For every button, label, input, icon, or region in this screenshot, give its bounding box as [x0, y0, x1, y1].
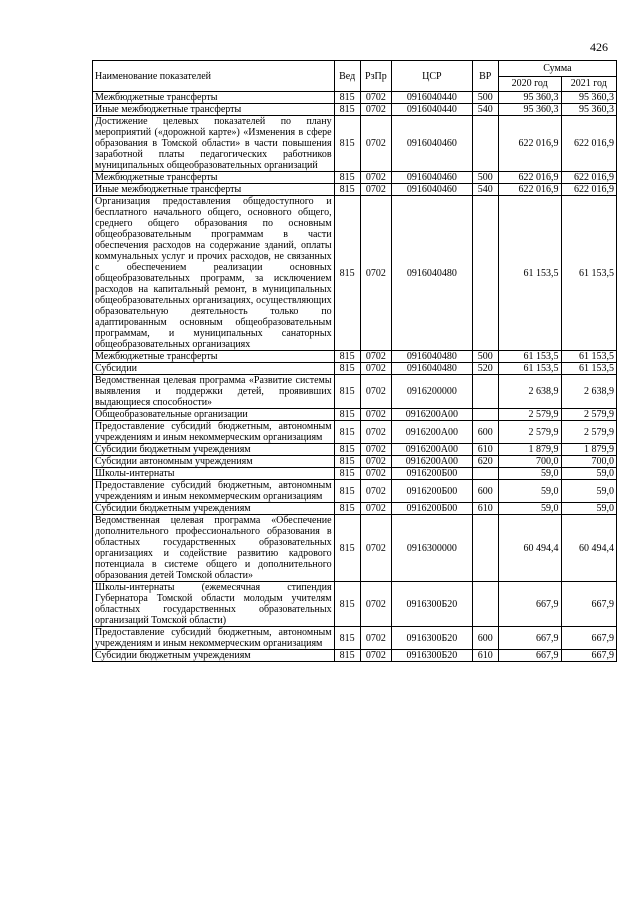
- cell-csr: 0916200А00: [392, 456, 473, 468]
- cell-sum-2020: 61 153,5: [498, 363, 561, 375]
- cell-name: Ведомственная целевая программа «Обеспечение дополнительного профессионального образования в областных государственных образовательных организациях и содействие развитию кадрового потенциала в системе общего и дополнительного образования детей Томской области»: [93, 515, 335, 582]
- cell-name: Предоставление субсидий бюджетным, автономным учреждениям и иным некоммерческим организациям: [93, 480, 335, 503]
- table-row: [93, 196, 617, 351]
- table-row: [93, 650, 617, 662]
- cell-name: Ведомственная целевая программа «Развитие системы выявления и поддержки детей, проявивших выдающиеся способности»: [93, 375, 335, 409]
- cell-csr: 0916300Б20: [392, 582, 473, 627]
- cell-sum-2021: 95 360,3: [561, 92, 616, 104]
- cell-ved: 815: [334, 196, 360, 351]
- cell-ved: 815: [334, 650, 360, 662]
- cell-rzpr: 0702: [360, 468, 391, 480]
- cell-vr: 600: [472, 421, 498, 444]
- cell-vr: 600: [472, 480, 498, 503]
- cell-sum-2020: 95 360,3: [498, 104, 561, 116]
- cell-name: Предоставление субсидий бюджетным, автономным учреждениям и иным некоммерческим организациям: [93, 421, 335, 444]
- cell-ved: 815: [334, 92, 360, 104]
- cell-ved: 815: [334, 444, 360, 456]
- cell-sum-2021: 2 579,9: [561, 409, 616, 421]
- cell-name: Субсидии бюджетным учреждениям: [93, 503, 335, 515]
- cell-csr: 0916040460: [392, 184, 473, 196]
- cell-name: Общеобразовательные организации: [93, 409, 335, 421]
- cell-sum-2020: 59,0: [498, 480, 561, 503]
- header-sum: Сумма: [498, 61, 616, 77]
- cell-rzpr: 0702: [360, 515, 391, 582]
- cell-ved: 815: [334, 351, 360, 363]
- cell-rzpr: 0702: [360, 116, 391, 172]
- cell-rzpr: 0702: [360, 421, 391, 444]
- cell-sum-2020: 700,0: [498, 456, 561, 468]
- cell-ved: 815: [334, 116, 360, 172]
- table-row: [93, 92, 617, 104]
- cell-csr: 0916200Б00: [392, 468, 473, 480]
- cell-rzpr: 0702: [360, 582, 391, 627]
- cell-ved: 815: [334, 421, 360, 444]
- table-row: [93, 375, 617, 409]
- header-rzpr: РзПр: [360, 61, 391, 92]
- cell-rzpr: 0702: [360, 480, 391, 503]
- cell-rzpr: 0702: [360, 444, 391, 456]
- cell-rzpr: 0702: [360, 184, 391, 196]
- cell-name: Иные межбюджетные трансферты: [93, 184, 335, 196]
- cell-sum-2021: 95 360,3: [561, 104, 616, 116]
- cell-csr: 0916040460: [392, 172, 473, 184]
- cell-vr: 500: [472, 172, 498, 184]
- cell-sum-2020: 622 016,9: [498, 116, 561, 172]
- cell-sum-2021: 2 579,9: [561, 421, 616, 444]
- cell-sum-2021: 61 153,5: [561, 196, 616, 351]
- cell-csr: 0916200А00: [392, 409, 473, 421]
- header-vr: ВР: [472, 61, 498, 92]
- cell-rzpr: 0702: [360, 351, 391, 363]
- cell-vr: [472, 196, 498, 351]
- cell-csr: 0916200Б00: [392, 480, 473, 503]
- cell-sum-2021: 700,0: [561, 456, 616, 468]
- cell-vr: 610: [472, 444, 498, 456]
- cell-rzpr: 0702: [360, 456, 391, 468]
- cell-sum-2021: 59,0: [561, 468, 616, 480]
- cell-sum-2020: 2 579,9: [498, 421, 561, 444]
- cell-vr: 610: [472, 650, 498, 662]
- cell-vr: [472, 582, 498, 627]
- cell-name: Школы-интернаты: [93, 468, 335, 480]
- cell-ved: 815: [334, 627, 360, 650]
- table-row: [93, 172, 617, 184]
- cell-name: Организация предоставления общедоступного и бесплатного начального общего, основного общего, среднего общего образования по основным общеобразовательным программам в части обеспечения расходов на содержание зданий, оплаты коммунальных услуг и прочих расходов, не связанных с обеспечением реализации основных общеобразовательных программ, за исключением расходов на капитальный ремонт, в муниципальных общеобразовательных организациях, осуществляющих образовательную деятельность только по адаптированным основным общеобразовательным программам, и муниципальных санаторных общеобразовательных организациях: [93, 196, 335, 351]
- cell-sum-2021: 667,9: [561, 650, 616, 662]
- cell-sum-2020: 60 494,4: [498, 515, 561, 582]
- cell-name: Достижение целевых показателей по плану мероприятий («дорожной карте») «Изменения в сфере образования в Томской области» в части повышения заработной платы педагогических работников муниципальных общеобразовательных организаций: [93, 116, 335, 172]
- cell-csr: 0916200Б00: [392, 503, 473, 515]
- cell-ved: 815: [334, 480, 360, 503]
- table-row: [93, 456, 617, 468]
- cell-csr: 0916040480: [392, 196, 473, 351]
- cell-sum-2021: 61 153,5: [561, 351, 616, 363]
- cell-sum-2020: 95 360,3: [498, 92, 561, 104]
- cell-vr: 500: [472, 351, 498, 363]
- cell-rzpr: 0702: [360, 409, 391, 421]
- cell-csr: 0916040480: [392, 363, 473, 375]
- cell-name: Межбюджетные трансферты: [93, 351, 335, 363]
- cell-csr: 0916040440: [392, 104, 473, 116]
- cell-ved: 815: [334, 375, 360, 409]
- cell-sum-2020: 59,0: [498, 468, 561, 480]
- cell-vr: 540: [472, 104, 498, 116]
- cell-sum-2021: 622 016,9: [561, 184, 616, 196]
- cell-csr: 0916300Б20: [392, 627, 473, 650]
- cell-sum-2021: 59,0: [561, 503, 616, 515]
- cell-vr: [472, 409, 498, 421]
- cell-sum-2020: 667,9: [498, 650, 561, 662]
- cell-sum-2021: 1 879,9: [561, 444, 616, 456]
- cell-vr: 500: [472, 92, 498, 104]
- table-row: [93, 515, 617, 582]
- cell-vr: 600: [472, 627, 498, 650]
- cell-sum-2021: 60 494,4: [561, 515, 616, 582]
- cell-sum-2021: 2 638,9: [561, 375, 616, 409]
- cell-vr: 620: [472, 456, 498, 468]
- cell-sum-2020: 61 153,5: [498, 351, 561, 363]
- cell-rzpr: 0702: [360, 196, 391, 351]
- cell-csr: 0916200000: [392, 375, 473, 409]
- header-year-2021: 2021 год: [561, 76, 616, 92]
- cell-vr: 520: [472, 363, 498, 375]
- cell-ved: 815: [334, 468, 360, 480]
- cell-sum-2020: 2 579,9: [498, 409, 561, 421]
- cell-vr: [472, 116, 498, 172]
- cell-ved: 815: [334, 104, 360, 116]
- cell-vr: 540: [472, 184, 498, 196]
- page-number: 426: [590, 40, 608, 54]
- cell-csr: 0916040460: [392, 116, 473, 172]
- cell-csr: 0916300000: [392, 515, 473, 582]
- cell-ved: 815: [334, 503, 360, 515]
- table-row: [93, 627, 617, 650]
- cell-sum-2020: 667,9: [498, 582, 561, 627]
- cell-sum-2020: 59,0: [498, 503, 561, 515]
- cell-name: Иные межбюджетные трансферты: [93, 104, 335, 116]
- cell-ved: 815: [334, 363, 360, 375]
- table-row: [93, 409, 617, 421]
- cell-name: Предоставление субсидий бюджетным, автономным учреждениям и иным некоммерческим организациям: [93, 627, 335, 650]
- cell-rzpr: 0702: [360, 627, 391, 650]
- cell-rzpr: 0702: [360, 172, 391, 184]
- cell-sum-2020: 61 153,5: [498, 196, 561, 351]
- cell-rzpr: 0702: [360, 363, 391, 375]
- cell-rzpr: 0702: [360, 104, 391, 116]
- cell-sum-2021: 622 016,9: [561, 172, 616, 184]
- table-row: [93, 582, 617, 627]
- cell-vr: [472, 468, 498, 480]
- cell-sum-2021: 622 016,9: [561, 116, 616, 172]
- cell-vr: 610: [472, 503, 498, 515]
- cell-sum-2020: 1 879,9: [498, 444, 561, 456]
- table-row: [93, 104, 617, 116]
- cell-rzpr: 0702: [360, 92, 391, 104]
- cell-sum-2020: 622 016,9: [498, 184, 561, 196]
- table-row: [93, 480, 617, 503]
- header-year-2020: 2020 год: [498, 76, 561, 92]
- table-row: [93, 184, 617, 196]
- cell-ved: 815: [334, 184, 360, 196]
- cell-csr: 0916040440: [392, 92, 473, 104]
- table-body: [93, 92, 617, 662]
- cell-csr: 0916200А00: [392, 421, 473, 444]
- cell-name: Школы-интернаты (ежемесячная стипендия Губернатора Томской области молодым учителям областных государственных образовательных организаций Томской области): [93, 582, 335, 627]
- cell-rzpr: 0702: [360, 375, 391, 409]
- cell-name: Субсидии: [93, 363, 335, 375]
- cell-ved: 815: [334, 515, 360, 582]
- cell-ved: 815: [334, 409, 360, 421]
- cell-ved: 815: [334, 582, 360, 627]
- table-row: [93, 363, 617, 375]
- cell-name: Межбюджетные трансферты: [93, 92, 335, 104]
- budget-table: [92, 60, 617, 662]
- cell-csr: 0916040480: [392, 351, 473, 363]
- cell-vr: [472, 515, 498, 582]
- cell-name: Субсидии автономным учреждениям: [93, 456, 335, 468]
- cell-sum-2020: 667,9: [498, 627, 561, 650]
- cell-csr: 0916200А00: [392, 444, 473, 456]
- table-header: [93, 61, 617, 92]
- cell-name: Субсидии бюджетным учреждениям: [93, 444, 335, 456]
- cell-ved: 815: [334, 172, 360, 184]
- table-row: [93, 116, 617, 172]
- cell-ved: 815: [334, 456, 360, 468]
- header-csr: ЦСР: [392, 61, 473, 92]
- cell-name: Субсидии бюджетным учреждениям: [93, 650, 335, 662]
- cell-rzpr: 0702: [360, 650, 391, 662]
- cell-rzpr: 0702: [360, 503, 391, 515]
- table-row: [93, 468, 617, 480]
- cell-sum-2021: 61 153,5: [561, 363, 616, 375]
- header-ved: Вед: [334, 61, 360, 92]
- table-row: [93, 421, 617, 444]
- cell-sum-2021: 59,0: [561, 480, 616, 503]
- table-row: [93, 444, 617, 456]
- table-row: [93, 351, 617, 363]
- cell-sum-2021: 667,9: [561, 627, 616, 650]
- cell-sum-2020: 622 016,9: [498, 172, 561, 184]
- cell-csr: 0916300Б20: [392, 650, 473, 662]
- header-name: Наименование показателей: [93, 61, 335, 92]
- cell-name: Межбюджетные трансферты: [93, 172, 335, 184]
- cell-vr: [472, 375, 498, 409]
- table-row: [93, 503, 617, 515]
- cell-sum-2021: 667,9: [561, 582, 616, 627]
- cell-sum-2020: 2 638,9: [498, 375, 561, 409]
